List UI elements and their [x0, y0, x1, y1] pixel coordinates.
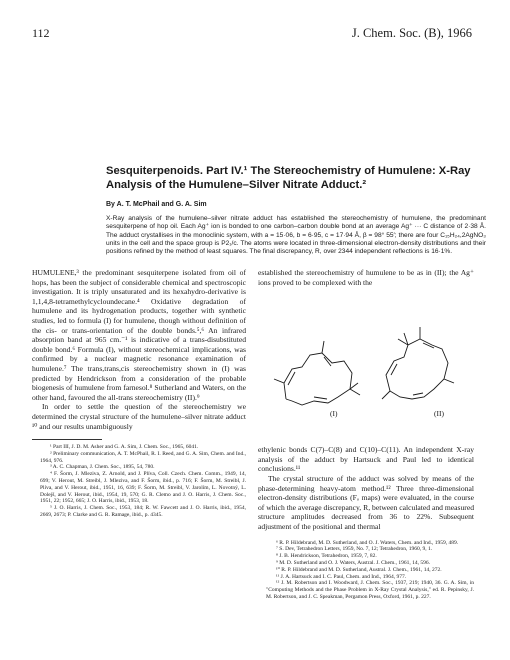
footnote: ² Preliminary communication, A. T. McPhail, R. I. Reed, and G. A. Sim, Chem. and Ind., 1964, 976.	[40, 450, 246, 464]
page-number: 112	[32, 26, 50, 40]
structure-I-drawing	[274, 341, 360, 405]
footnote: ¹² J. M. Robertson and I. Woodward, J. Chem. Soc., 1937, 219; 1940, 36. G. A. Sim, in "Computing Methods and the Phase Problem in X-Ray Crystal Analysis," ed. R. Pepinsky, J. M. Robertson, and J. C. Speakman, Pergamon Press, Oxford, 1961, p. 227.	[266, 580, 474, 600]
body-paragraph: established the stereochemistry of humulene to be as in (II); the Ag⁺ ions proved to be complexed with the	[258, 268, 474, 287]
footnote: ¹¹ J. A. Hartsuck and I. C. Paul, Chem. and Ind., 1964, 977.	[276, 573, 407, 580]
footnote: ⁵ J. O. Harris, J. Chem. Soc., 1953, 184; R. W. Fawcett and J. O. Harris, ibid., 1954, 2669, 2673; P. Clarke and G. R. Ramage, ibid., p. 4345.	[40, 505, 246, 519]
footnote: ¹ Part III, J. D. M. Asher and G. A. Sim, J. Chem. Soc., 1965, 6041.	[50, 444, 199, 451]
footnote: ⁴ F. Šorm, J. Mleziva, Z. Arnold, and J. Plíva, Coll. Czech. Chem. Comm., 1949, 14, 699; V. Herout, M. Streibl, J. Mleziva, and F. Šorm, ibid., p. 716; F. Šorm, M. Streibl, J. Plíva, and V. Herout, ibid., 1951, 16, 639; F. Šorm, M. Streibl, V. Jarolím, L. Novotný, L. Dolejš, and V. Herout, ibid., 1954, 19, 570; G. R. Clemo and J. O. Harris, J. Chem. Soc., 1951, 22; 1952, 665; J. O. Harris, ibid., 1953, 18.	[40, 471, 246, 505]
body-paragraph: In order to settle the question of the stereochemistry we determined the crystal structure of the humulene–silver nitrate adduct ¹⁰ and our results unambiguously	[32, 402, 246, 431]
footnote: ⁸ J. B. Hendrickson, Tetrahedron, 1959, 7, 82.	[276, 553, 377, 560]
body-paragraph: ethylenic bonds C(7)–C(8) and C(10)–C(11). An independent X-ray analysis of the adduct by Hartsuck and Paul led to identical conclusions.¹¹	[258, 445, 474, 474]
article-heading	[106, 165, 486, 256]
right-column	[258, 268, 474, 601]
footnote-rule	[32, 439, 102, 440]
footnote: ⁷ S. Dev, Tetrahedron Letters, 1959, No. 7, 12; Tetrahedron, 1960, 9, 1.	[276, 546, 433, 553]
footnote: ⁶ R. P. Hildebrand, M. D. Sutherland, and O. J. Waters, Chem. and Ind., 1959, 489.	[276, 539, 459, 546]
figure-label-II: (II)	[434, 409, 444, 419]
article-authors: By A. T. McPhail and G. A. Sim	[106, 201, 207, 208]
left-column	[32, 268, 246, 519]
figure-label-I: (I)	[330, 409, 338, 419]
footnote: ¹⁰ R. P. Hildebrand and M. D. Sutherland, Austral. J. Chem., 1961, 14, 272.	[276, 566, 442, 573]
article-title: Sesquiterpenoids. Part IV.¹ The Stereochemistry of Humulene: X-Ray Analysis of the Humulene–Silver Nitrate Adduct.²	[106, 165, 471, 191]
footnote: ³ A. C. Chapman, J. Chem. Soc., 1895, 54, 780.	[50, 464, 155, 471]
footnotes-left	[32, 439, 246, 519]
footnote: ⁹ M. D. Sutherland and O. J. Waters, Austral. J. Chem., 1961, 14, 596.	[276, 559, 430, 566]
footnotes-right	[258, 540, 474, 601]
structure-II-drawing	[382, 327, 454, 399]
journal-citation: J. Chem. Soc. (B), 1966	[351, 26, 472, 40]
page-header	[32, 26, 472, 44]
article-abstract: X-Ray analysis of the humulene–silver nitrate adduct has established the stereochemistry of humulene, the predominant sesquiterpene of hop oil. Each Ag⁺ ion is bonded to one carbon–carbon double bond at an average Ag⁺ ··· C distance of 2·38 Å. The adduct crystallises in the monoclinic system, with a = 15·06, b = 6·95, c = 17·94 Å, β = 98° 55′; there are four C₁₅H₂₄,2AgNO₃ units in the cell and the space group is P2₁/c. The atoms were located in three-dimensional electron-density distributions and their positions refined by the method of least squares. The final discrepancy, R, over 2344 independent reflections is 16·1%.	[106, 215, 486, 256]
body-paragraph: HUMULENE,³ the predominant sesquiterpene isolated from oil of hops, has been the subject of considerable chemical and spectroscopic investigation. It is triply unsaturated and its hexahydro-derivative is 1,1,4,8-tetramethylcycloundecane.⁴ Oxidative degradation of humulene and its hydrogenation products, together with synthetic studies, led to formula (I) for humulene, though without definition of the cis- or trans-orientation of the double bonds.⁵,⁶ An infrared absorption band at 965 cm.⁻¹ is indicative of a trans-disubstituted double bond.⁶ Formula (I), without stereochemical implications, was confirmed by a nuclear magnetic resonance examination of humulene.⁷ The trans,trans,cis stereochemistry shown in (I) was predicted by Hendrickson from a consideration of the probable biogenesis of humulene from farnesol.⁸ Sutherland and Waters, on the other hand, favoured the all-trans stereochemistry (II).⁹	[32, 268, 246, 402]
structure-figure	[258, 291, 474, 441]
body-paragraph: The crystal structure of the adduct was solved by means of the phase-determining heavy-atom method.¹² Three three-dimensional electron-density distributions (Fₒ maps) were evaluated, in the course of which the average discrepancy, R, between calculated and measured structure amplitudes decreased from 36 to 22%. Subsequent adjustment of the positional and thermal	[258, 473, 474, 531]
